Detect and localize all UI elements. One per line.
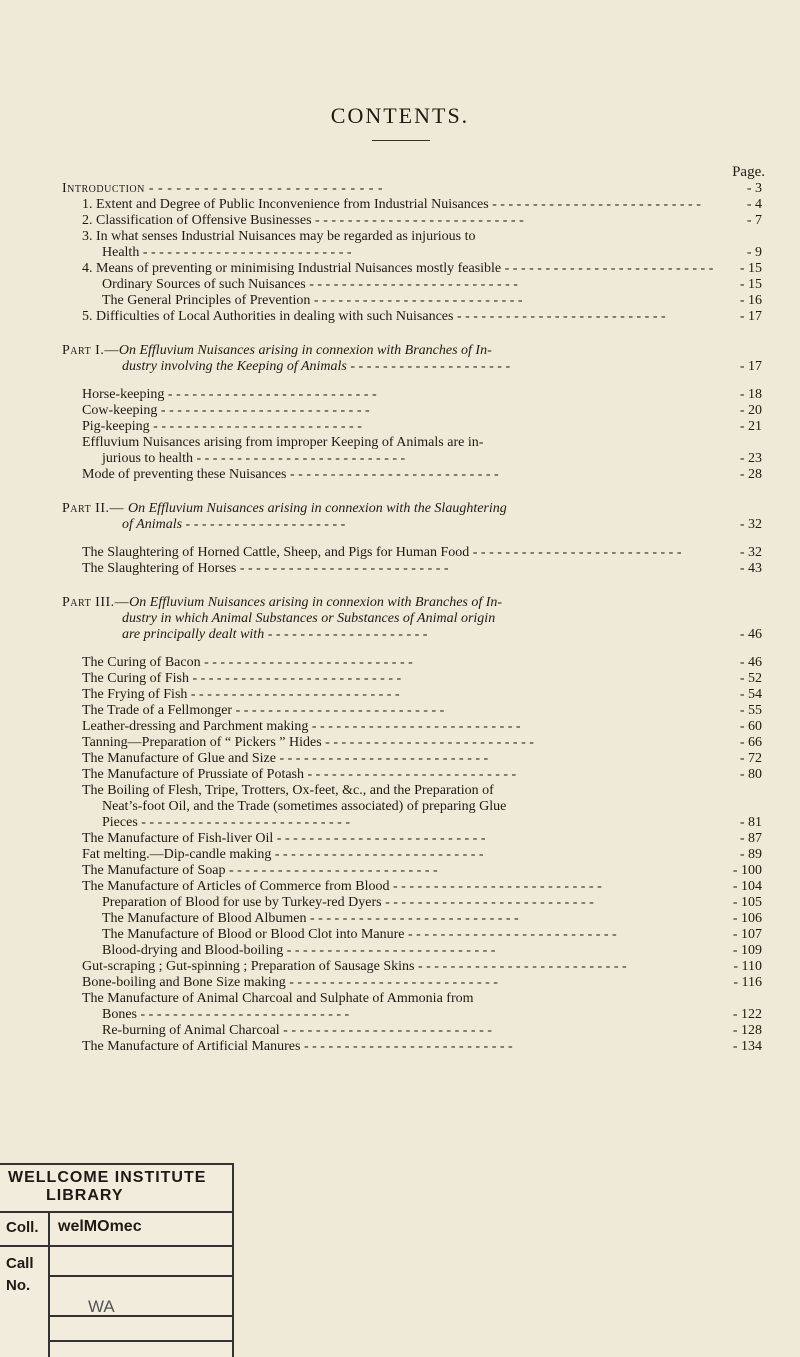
toc-entry-page: - 4 <box>746 197 762 212</box>
toc-entry-page: - 105 <box>732 895 762 910</box>
toc-entry-page: - 32 <box>739 517 762 532</box>
page-column-header: Page. <box>732 164 765 180</box>
toc-entry <box>62 293 762 309</box>
toc-entry-page: - 107 <box>732 927 762 942</box>
toc-entry-page: - 116 <box>733 975 762 990</box>
toc-entry-page: - 72 <box>739 751 762 766</box>
toc-entry-title: dustry in which Animal Substances or Substances of Animal origin <box>122 611 496 626</box>
toc-entry <box>62 517 762 533</box>
toc-entry <box>62 847 762 863</box>
toc-entry-title: The Curing of Bacon - - - - - - - - - - - - - - - - - - - - - - - - - - <box>82 655 413 670</box>
toc-entry-title: The Manufacture of Prussiate of Potash - - - - - - - - - - - - - - - - - - - - - - - - - - <box>82 767 517 782</box>
toc-entry-title: Mode of preventing these Nuisances - - - - - - - - - - - - - - - - - - - - - - - - - - <box>82 467 499 482</box>
toc-entry-title: Pieces - - - - - - - - - - - - - - - - - - - - - - - - - - <box>102 815 350 830</box>
toc-entry <box>62 655 762 671</box>
toc-entry-page: - 43 <box>739 561 762 576</box>
stamp-institute: WELLCOME INSTITUTE <box>8 1169 207 1186</box>
toc-entry <box>62 435 762 451</box>
toc-entry-page: - 122 <box>732 1007 762 1022</box>
toc-entry <box>62 991 762 1007</box>
toc-entry-title: The Boiling of Flesh, Tripe, Trotters, Ox-feet, &c., and the Preparation of <box>82 783 494 798</box>
toc-entry-page: - 46 <box>739 627 762 642</box>
toc-entry-title: Re-burning of Animal Charcoal - - - - - - - - - - - - - - - - - - - - - - - - - - <box>102 1023 492 1038</box>
toc-entry-title: Fat melting.—Dip-candle making - - - - - - - - - - - - - - - - - - - - - - - - - - <box>82 847 484 862</box>
toc-entry <box>62 261 762 277</box>
toc-entry <box>62 767 762 783</box>
spacer <box>62 577 762 595</box>
toc-entry-title: The Manufacture of Blood or Blood Clot into Manure - - - - - - - - - - - - - - - - - - - - - - - - - - <box>102 927 617 942</box>
toc-entry <box>62 815 762 831</box>
stamp-divider <box>48 1315 232 1317</box>
toc-entry-page: - 55 <box>739 703 762 718</box>
toc-entry <box>62 229 762 245</box>
toc-entry-page: - 32 <box>739 545 762 560</box>
toc-entry <box>62 627 762 643</box>
toc-entry-page: - 54 <box>739 687 762 702</box>
toc-entry-title: are principally dealt with - - - - - - - - - - - - - - - - - - - - <box>122 627 428 642</box>
toc-entry <box>62 783 762 799</box>
toc-entry-page: - 46 <box>739 655 762 670</box>
toc-entry-title: Leather-dressing and Parchment making - - - - - - - - - - - - - - - - - - - - - - - - - - <box>82 719 521 734</box>
toc-entry-title: The Manufacture of Animal Charcoal and Sulphate of Ammonia from <box>82 991 474 1006</box>
toc-entry <box>62 545 762 561</box>
toc-entry-page: - 15 <box>739 261 762 276</box>
toc-entry <box>62 387 762 403</box>
toc-entry-page: - 134 <box>732 1039 762 1054</box>
stamp-library: LIBRARY <box>46 1187 124 1204</box>
title-rule <box>372 140 430 141</box>
toc-entry-page: - 3 <box>746 181 762 196</box>
toc-entry-title: Health - - - - - - - - - - - - - - - - - - - - - - - - - - <box>102 245 352 260</box>
toc-entry <box>62 277 762 293</box>
toc-entry-title: Pig-keeping - - - - - - - - - - - - - - - - - - - - - - - - - - <box>82 419 362 434</box>
toc-entry <box>62 501 762 517</box>
toc-entry-title: 1. Extent and Degree of Public Inconvenience from Industrial Nuisances - - - - - - - - - - - - - - - - - - - - - - - - - - <box>82 197 701 212</box>
toc-entry <box>62 595 762 611</box>
toc-entry-title: dustry involving the Keeping of Animals - - - - - - - - - - - - - - - - - - - - <box>122 359 511 374</box>
toc-entry-title: The Curing of Fish - - - - - - - - - - - - - - - - - - - - - - - - - - <box>82 671 402 686</box>
toc-entry <box>62 467 762 483</box>
stamp-no-label: No. <box>6 1277 31 1294</box>
toc-entry-page: - 87 <box>739 831 762 846</box>
toc-entry <box>62 403 762 419</box>
toc-entry-title: Part III.—On Effluvium Nuisances arising in connexion with Branches of In- <box>62 595 503 610</box>
toc-entry <box>62 181 762 197</box>
toc-entry <box>62 975 762 991</box>
toc-entry <box>62 927 762 943</box>
toc-entry-page: - 109 <box>732 943 762 958</box>
toc-entry <box>62 959 762 975</box>
toc-entry-title: Tanning—Preparation of “ Pickers ” Hides - - - - - - - - - - - - - - - - - - - - - - - - - - <box>82 735 534 750</box>
toc-entry-title: Preparation of Blood for use by Turkey-red Dyers - - - - - - - - - - - - - - - - - - - - - - - - - - <box>102 895 594 910</box>
toc-entry <box>62 895 762 911</box>
toc-entry <box>62 687 762 703</box>
toc-entry-page: - 16 <box>739 293 762 308</box>
stamp-divider <box>0 1245 48 1247</box>
toc-entry <box>62 1039 762 1055</box>
toc-entry <box>62 451 762 467</box>
toc-entry-title: The Manufacture of Glue and Size - - - - - - - - - - - - - - - - - - - - - - - - - - <box>82 751 489 766</box>
toc-entry-title: Bone-boiling and Bone Size making - - - - - - - - - - - - - - - - - - - - - - - - - - <box>82 975 498 990</box>
toc-entry-title: Introduction - - - - - - - - - - - - - - - - - - - - - - - - - - <box>62 181 384 196</box>
spacer <box>62 533 762 545</box>
toc-entry <box>62 671 762 687</box>
toc-entry <box>62 703 762 719</box>
stamp-coll-label: Coll. <box>6 1219 39 1236</box>
toc-entry <box>62 831 762 847</box>
toc-entry-page: - 104 <box>732 879 762 894</box>
toc-entry <box>62 1023 762 1039</box>
toc-entry-title: Effluvium Nuisances arising from improper Keeping of Animals are in- <box>82 435 484 450</box>
toc-entry <box>62 1007 762 1023</box>
toc-entry-page: - 100 <box>732 863 762 878</box>
stamp-divider <box>48 1275 232 1277</box>
stamp-call-label: Call <box>6 1255 34 1272</box>
toc-entry <box>62 197 762 213</box>
toc-entry-title: The General Principles of Prevention - - - - - - - - - - - - - - - - - - - - - - - - - - <box>102 293 523 308</box>
toc-entry-title: The Slaughtering of Horses - - - - - - - - - - - - - - - - - - - - - - - - - - <box>82 561 449 576</box>
toc-entry <box>62 245 762 261</box>
toc-entry-title: Cow-keeping - - - - - - - - - - - - - - - - - - - - - - - - - - <box>82 403 370 418</box>
toc-entry-title: Blood-drying and Blood-boiling - - - - - - - - - - - - - - - - - - - - - - - - - - <box>102 943 496 958</box>
toc-entry-page: - 20 <box>739 403 762 418</box>
toc-entry-page: - 106 <box>732 911 762 926</box>
toc-entry-page: - 81 <box>739 815 762 830</box>
spacer <box>62 643 762 655</box>
stamp-divider <box>48 1340 232 1342</box>
toc-entry-title: The Manufacture of Soap - - - - - - - - - - - - - - - - - - - - - - - - - - <box>82 863 438 878</box>
toc-entry-page: - 60 <box>739 719 762 734</box>
toc-entry-page: - 66 <box>739 735 762 750</box>
toc-entry-title: jurious to health - - - - - - - - - - - - - - - - - - - - - - - - - - <box>102 451 406 466</box>
spacer <box>62 375 762 387</box>
toc-entry-page: - 15 <box>739 277 762 292</box>
toc-entry <box>62 751 762 767</box>
toc-entry-title: Horse-keeping - - - - - - - - - - - - - - - - - - - - - - - - - - <box>82 387 377 402</box>
toc-entry-page: - 18 <box>739 387 762 402</box>
toc-entry <box>62 719 762 735</box>
toc-entry <box>62 359 762 375</box>
toc-entry-title: Gut-scraping ; Gut-spinning ; Preparation of Sausage Skins - - - - - - - - - - - - - - - - - - - - - - - - - - <box>82 959 627 974</box>
toc-entry-page: - 17 <box>739 309 762 324</box>
toc-entry <box>62 213 762 229</box>
toc-entry-title: Neat’s-foot Oil, and the Trade (sometimes associated) of preparing Glue <box>102 799 507 814</box>
table-of-contents <box>62 181 762 1055</box>
page-title: CONTENTS. <box>330 103 470 128</box>
spacer <box>62 325 762 343</box>
toc-entry-title: Part II.— On Effluvium Nuisances arising in connexion with the Slaughtering <box>62 501 507 516</box>
stamp-header <box>0 1165 232 1213</box>
toc-entry-page: - 80 <box>739 767 762 782</box>
toc-entry-title: The Frying of Fish - - - - - - - - - - - - - - - - - - - - - - - - - - <box>82 687 400 702</box>
toc-entry-title: Bones - - - - - - - - - - - - - - - - - - - - - - - - - - <box>102 1007 350 1022</box>
toc-entry-page: - 21 <box>739 419 762 434</box>
toc-entry-title: Part I.—On Effluvium Nuisances arising in connexion with Branches of In- <box>62 343 492 358</box>
toc-entry <box>62 343 762 359</box>
toc-entry-page: - 23 <box>739 451 762 466</box>
toc-entry-title: The Trade of a Fellmonger - - - - - - - - - - - - - - - - - - - - - - - - - - <box>82 703 445 718</box>
spacer <box>62 483 762 501</box>
library-stamp <box>0 1163 234 1357</box>
toc-entry-title: The Manufacture of Articles of Commerce from Blood - - - - - - - - - - - - - - - - - - - - - - - - - - <box>82 879 602 894</box>
toc-entry <box>62 419 762 435</box>
toc-entry <box>62 863 762 879</box>
toc-entry <box>62 799 762 815</box>
toc-entry-title: Ordinary Sources of such Nuisances - - - - - - - - - - - - - - - - - - - - - - - - - - <box>102 277 518 292</box>
toc-entry-title: The Manufacture of Artificial Manures - - - - - - - - - - - - - - - - - - - - - - - - - - <box>82 1039 513 1054</box>
toc-entry-page: - 128 <box>732 1023 762 1038</box>
toc-entry <box>62 561 762 577</box>
stamp-coll-value: welMOmec <box>58 1218 142 1235</box>
toc-entry <box>62 611 762 627</box>
stamp-divider <box>48 1245 232 1247</box>
toc-entry <box>62 879 762 895</box>
toc-entry-title: 4. Means of preventing or minimising Industrial Nuisances mostly feasible - - - - - - - - - - - - - - - - - - - - - - - - - - <box>82 261 714 276</box>
toc-entry <box>62 735 762 751</box>
toc-entry-title: 3. In what senses Industrial Nuisances may be regarded as injurious to <box>82 229 476 244</box>
toc-entry-page: - 89 <box>739 847 762 862</box>
toc-entry-page: - 110 <box>733 959 762 974</box>
stamp-label-column <box>0 1211 50 1357</box>
stamp-no-value: WA <box>88 1297 115 1316</box>
toc-entry-title: The Slaughtering of Horned Cattle, Sheep, and Pigs for Human Food - - - - - - - - - - - - - - - - - - - - - - - - - - <box>82 545 682 560</box>
toc-entry-page: - 7 <box>746 213 762 228</box>
toc-entry-page: - 52 <box>739 671 762 686</box>
toc-entry-title: 5. Difficulties of Local Authorities in dealing with such Nuisances - - - - - - - - - - - - - - - - - - - - - - - - - - <box>82 309 666 324</box>
toc-entry-page: - 28 <box>739 467 762 482</box>
toc-entry <box>62 911 762 927</box>
toc-entry <box>62 943 762 959</box>
toc-entry-title: of Animals - - - - - - - - - - - - - - - - - - - - <box>122 517 346 532</box>
toc-entry <box>62 309 762 325</box>
toc-entry-title: 2. Classification of Offensive Businesses - - - - - - - - - - - - - - - - - - - - - - - - - - <box>82 213 524 228</box>
toc-entry-title: The Manufacture of Fish-liver Oil - - - - - - - - - - - - - - - - - - - - - - - - - - <box>82 831 486 846</box>
toc-entry-page: - 17 <box>739 359 762 374</box>
toc-entry-page: - 9 <box>746 245 762 260</box>
toc-entry-title: The Manufacture of Blood Albumen - - - - - - - - - - - - - - - - - - - - - - - - - - <box>102 911 519 926</box>
